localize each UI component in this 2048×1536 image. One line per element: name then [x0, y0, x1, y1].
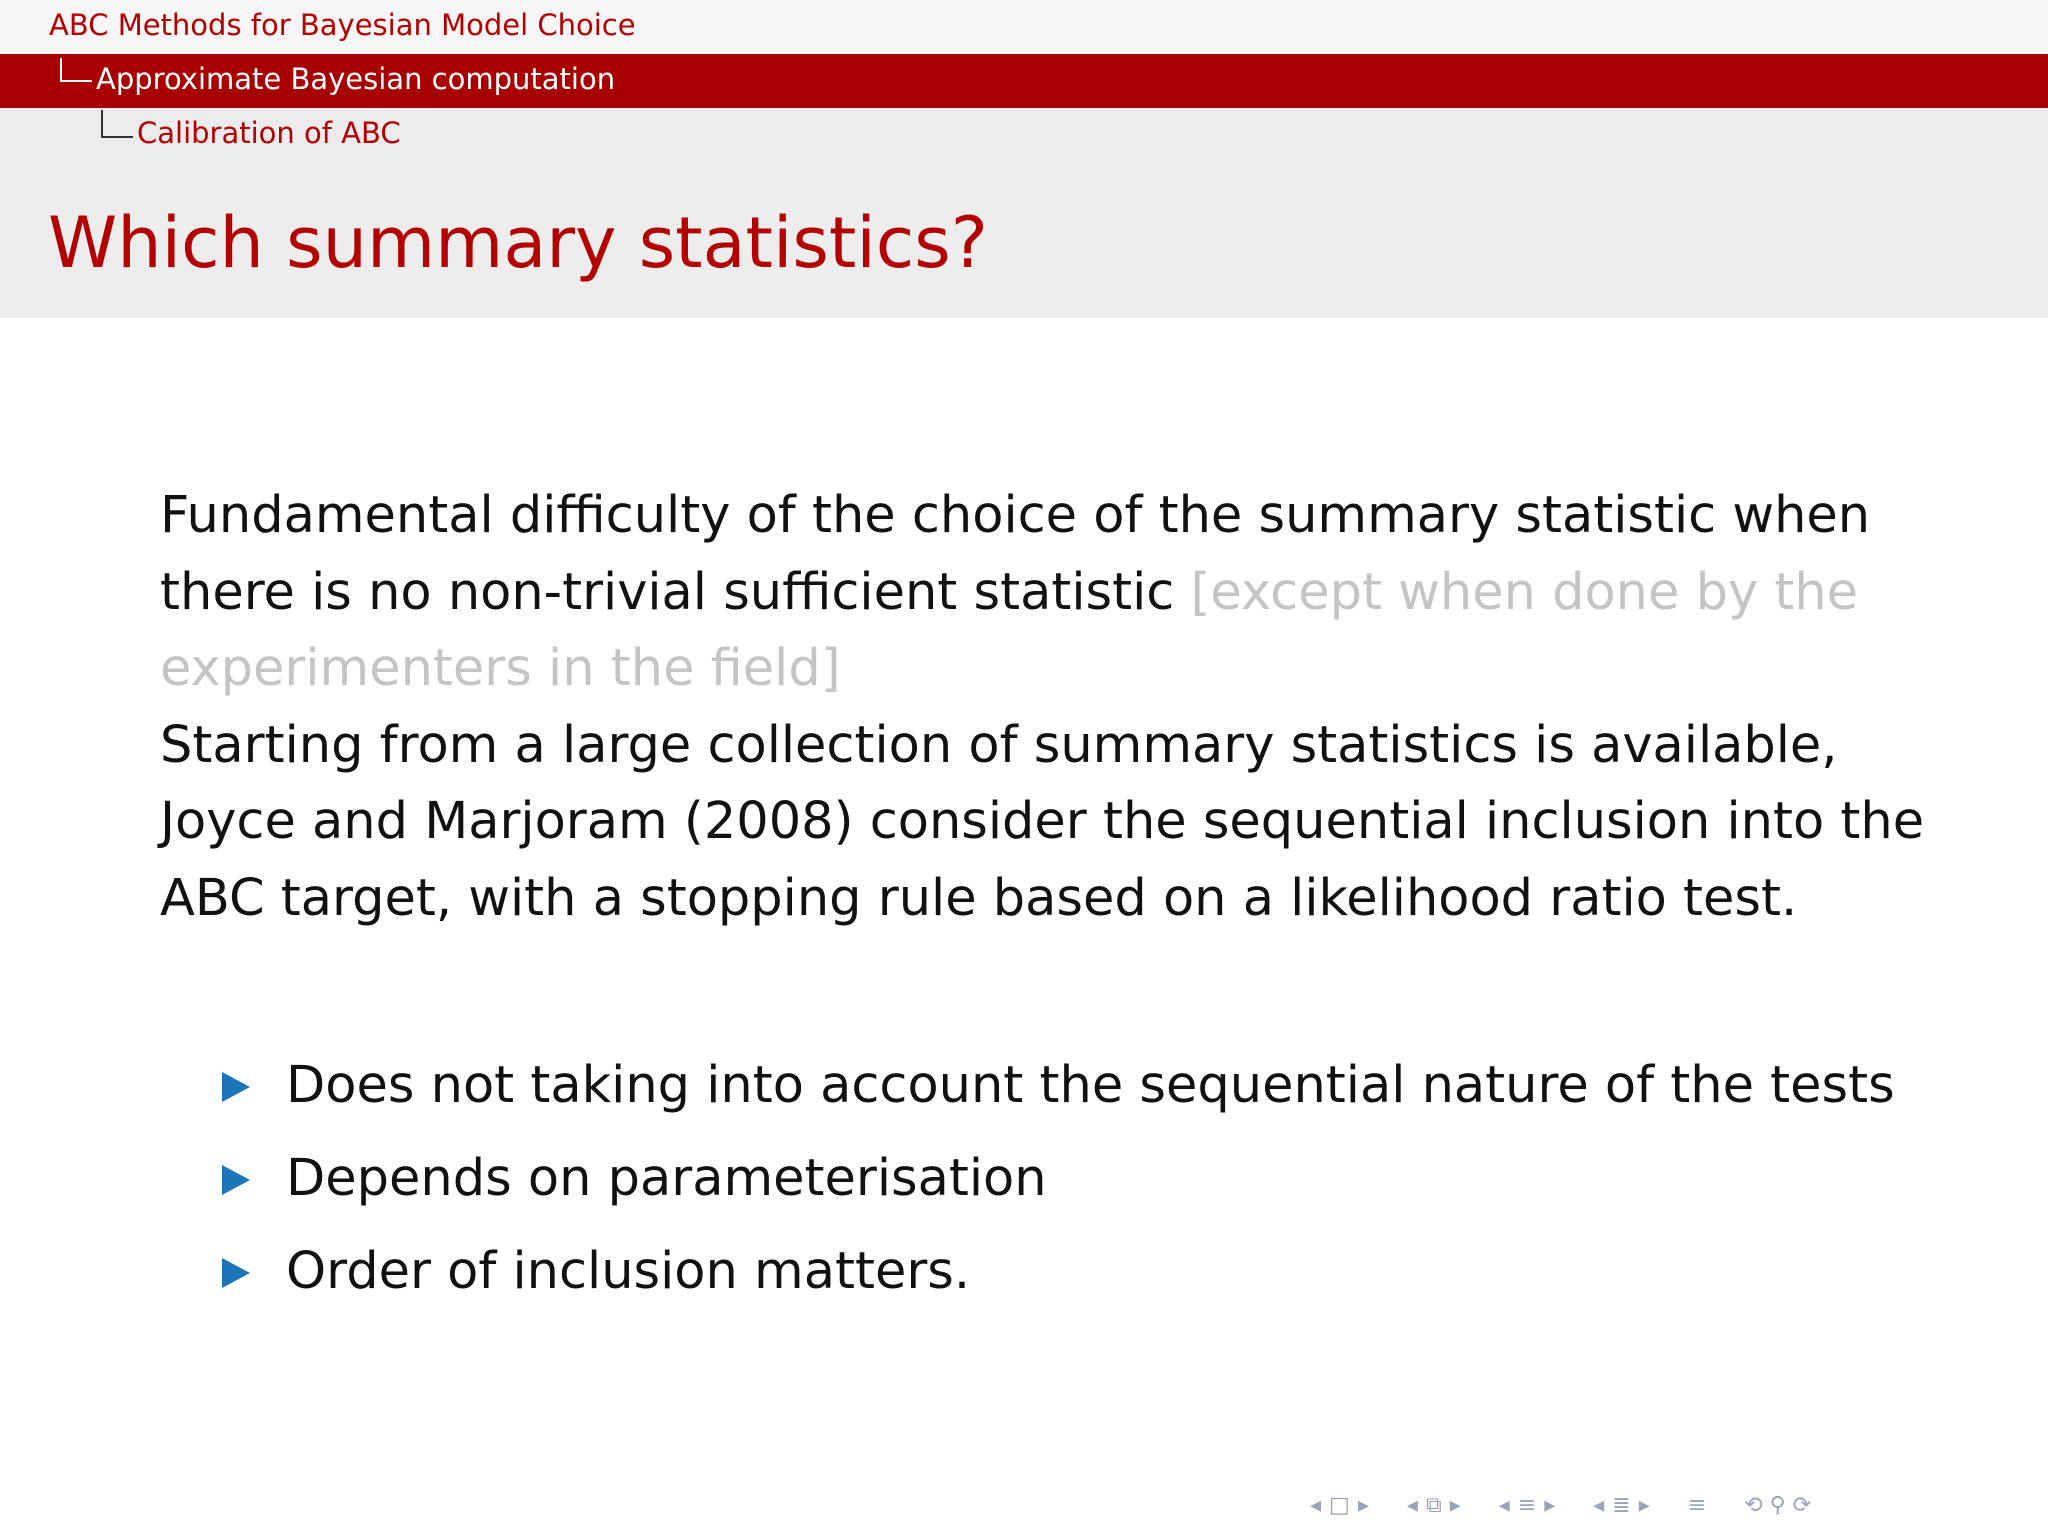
beamer-navigation-bar	[1310, 1488, 1811, 1524]
list-item	[218, 1046, 1978, 1139]
subsection-link[interactable]: Calibration of ABC	[137, 116, 401, 150]
slides-icon[interactable]: ⧉	[1425, 1493, 1442, 1518]
frame-icon[interactable]: □	[1329, 1493, 1350, 1518]
paragraph-2: Starting from a large collection of summary statistics is available, Joyce and Marjoram (2008) consider the sequential inclusion into the ABC target, with a stopping rule based on a likelihood ratio test.	[160, 715, 1925, 928]
section-link[interactable]: Approximate Bayesian computation	[96, 62, 616, 96]
bullet-list	[218, 1046, 1978, 1325]
triangle-bullet-icon	[222, 1258, 250, 1288]
section-icon[interactable]: ≡	[1517, 1493, 1537, 1518]
slide-body	[160, 478, 1940, 937]
paragraph-1-main: Fundamental difficulty of the choice of the summary statistic when there is no non-trivial sufficient statistic	[160, 486, 1871, 622]
prev-frame-arrow-icon[interactable]: ◂	[1310, 1493, 1322, 1518]
list-item	[218, 1139, 1978, 1232]
next-slide-arrow-icon[interactable]: ▸	[1449, 1493, 1461, 1518]
triangle-bullet-icon	[222, 1072, 250, 1102]
search-zoom-icon[interactable]: ⟲ ⚲ ⟳	[1744, 1493, 1812, 1518]
paragraph-1-aside: [except when done by the experimenters in the field]	[160, 562, 1859, 698]
tree-connector-icon	[60, 58, 92, 82]
triangle-bullet-icon	[222, 1165, 250, 1195]
paragraph-1	[160, 478, 1940, 708]
tree-connector-icon	[101, 110, 133, 138]
next-frame-arrow-icon[interactable]: ▸	[1357, 1493, 1369, 1518]
bullet-text: Order of inclusion matters.	[286, 1242, 971, 1301]
prev-section-arrow-icon[interactable]: ◂	[1498, 1493, 1510, 1518]
slide-title: Which summary statistics?	[48, 202, 988, 284]
list-item	[218, 1232, 1978, 1325]
bullet-text: Depends on parameterisation	[286, 1149, 1047, 1208]
next-section-arrow-icon[interactable]: ▸	[1544, 1493, 1556, 1518]
bullet-text: Does not taking into account the sequential nature of the tests	[286, 1056, 1895, 1115]
subsection-icon[interactable]: ≣	[1612, 1493, 1631, 1518]
next-subsection-arrow-icon[interactable]: ▸	[1638, 1493, 1650, 1518]
appendix-icon[interactable]: ≡	[1687, 1493, 1707, 1518]
presentation-title-link[interactable]: ABC Methods for Bayesian Model Choice	[49, 8, 636, 42]
prev-slide-arrow-icon[interactable]: ◂	[1406, 1493, 1418, 1518]
prev-subsection-arrow-icon[interactable]: ◂	[1593, 1493, 1605, 1518]
